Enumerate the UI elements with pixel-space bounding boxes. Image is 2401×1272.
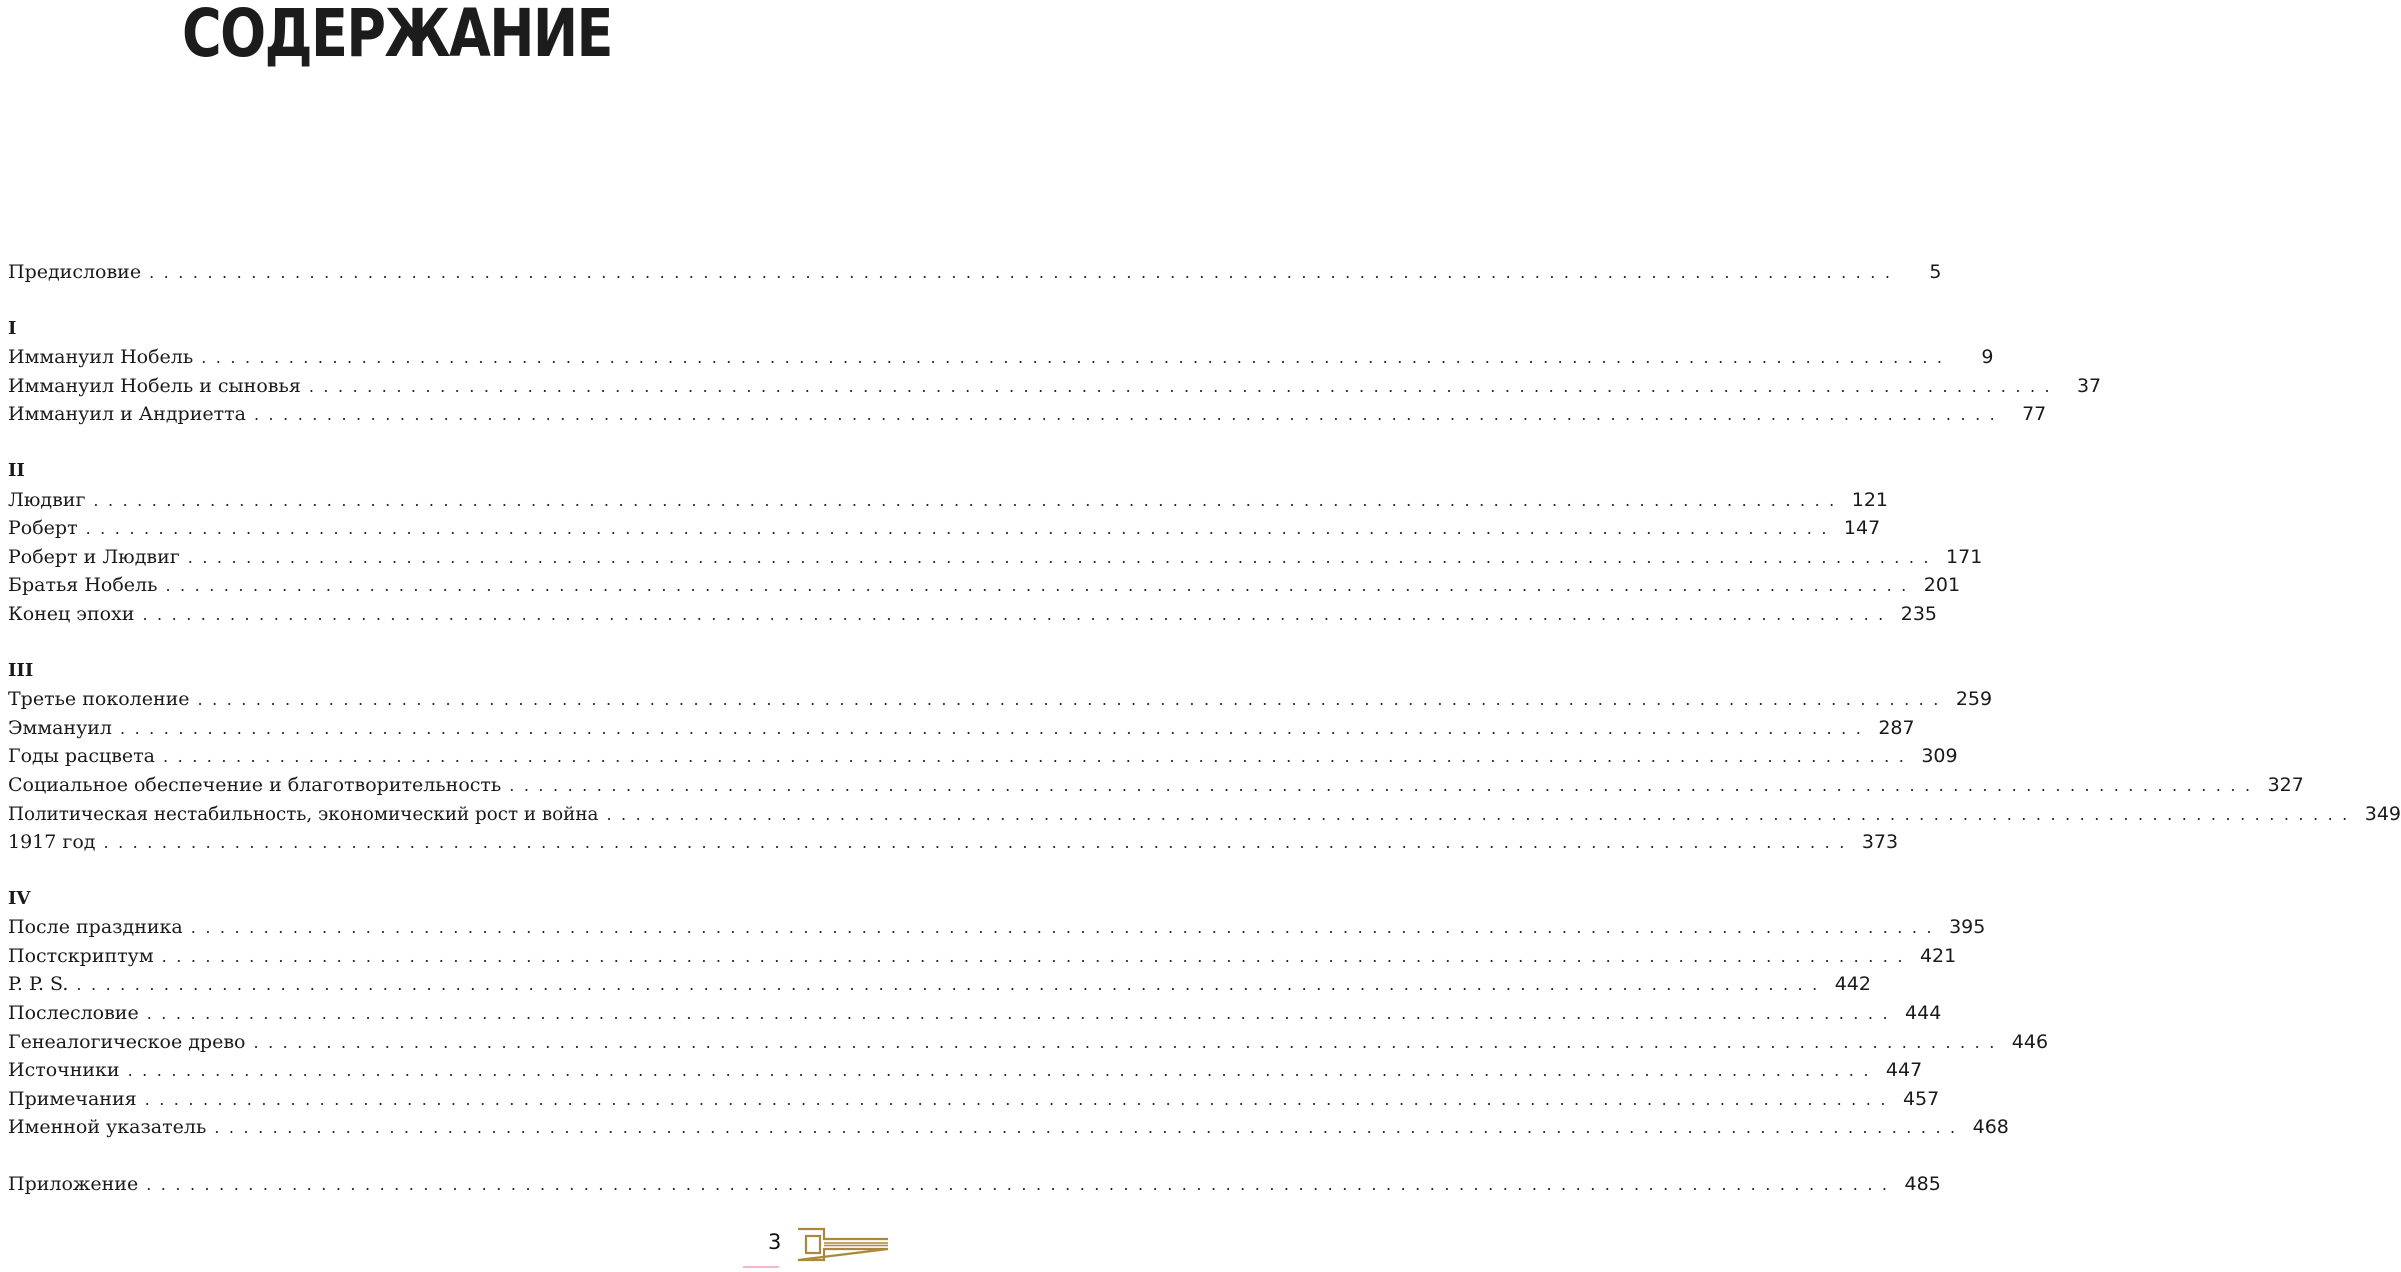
toc-entry-page: 457: [1902, 1087, 1940, 1110]
toc-entry-page: 309: [1921, 745, 1958, 768]
dot-leader: ........................................................................................................................: [190, 918, 1942, 938]
toc-entry[interactable]: [8, 486, 1888, 515]
toc-entry-label: Конец эпохи: [8, 602, 135, 625]
toc-entry-page: 395: [1949, 916, 1986, 939]
dot-leader: ........................................................................................................................: [149, 263, 1900, 282]
dot-leader: ........................................................................................................................: [606, 804, 2357, 824]
toc-entry[interactable]: [8, 970, 1871, 999]
toc-entry-page: 446: [2011, 1030, 2049, 1053]
toc-entry-page: 349: [2364, 802, 2401, 825]
toc-entry[interactable]: [8, 543, 1983, 572]
toc-entry-label: Третье поколение: [8, 688, 190, 711]
page-title: СОДЕРЖАНИЕ: [182, 0, 612, 72]
toc-entry-page: 121: [1851, 488, 1888, 511]
toc-entry-page: 468: [1972, 1116, 2009, 1139]
dot-leader: ........................................................................................................................: [214, 1118, 1965, 1138]
spacer: [8, 1142, 750, 1170]
part-numeral: I: [8, 317, 17, 339]
toc-entry[interactable]: [8, 771, 2304, 800]
toc-entry[interactable]: [8, 942, 1957, 971]
toc-entry-label: Годы расцвета: [8, 745, 156, 768]
toc-entry-page: 373: [1861, 831, 1899, 854]
toc-entry-label: Постскриптум: [8, 944, 154, 967]
toc-entry-label: Послесловие: [8, 1002, 139, 1025]
toc-entry-page: 327: [2267, 773, 2304, 796]
toc-entry-page: 77: [2022, 403, 2047, 426]
toc-entry[interactable]: [8, 343, 1994, 372]
toc-entry-page: 287: [1878, 716, 1915, 739]
toc-entry-page: 442: [1834, 973, 1871, 996]
toc-entry[interactable]: [8, 1056, 1923, 1085]
toc-entry-label: Именной указатель: [8, 1116, 207, 1139]
decorative-rule: [743, 1266, 779, 1268]
toc-entry-label: После праздника: [8, 916, 183, 939]
toc-entry-label: Генеалогическое древо: [8, 1030, 246, 1053]
dot-leader: ........................................................................................................................: [120, 718, 1871, 738]
dot-leader: ........................................................................................................................: [165, 576, 1916, 596]
dot-leader: ........................................................................................................................: [146, 1175, 1897, 1195]
dot-leader: ........................................................................................................................: [85, 519, 1836, 539]
toc-entry-label: Братья Нобель: [8, 574, 158, 597]
dot-leader: ........................................................................................................................: [93, 490, 1844, 510]
toc-entry[interactable]: [8, 913, 1986, 942]
dot-leader: ........................................................................................................................: [144, 1089, 1895, 1109]
toc-entry-label: P. P. S.: [8, 973, 69, 996]
toc-entry-label: Роберт и Людвиг: [8, 545, 180, 568]
toc-entry[interactable]: [8, 400, 2047, 429]
toc-entry[interactable]: [8, 685, 1993, 714]
part-numeral: II: [8, 459, 25, 481]
toc-entry[interactable]: [8, 1113, 2009, 1142]
toc-entry-label: Иммануил Нобель и сыновья: [8, 374, 301, 397]
toc-entry[interactable]: [8, 1028, 2049, 1057]
toc-entry-preface[interactable]: [8, 258, 1942, 287]
table-of-contents: [8, 258, 2401, 1199]
toc-entry-page: 9: [1981, 346, 1994, 369]
dot-leader: ........................................................................................................................: [253, 405, 2005, 425]
toc-entry-page: 447: [1885, 1059, 1923, 1082]
toc-entry-page: 147: [1843, 517, 1881, 540]
toc-entry[interactable]: [8, 372, 2102, 401]
toc-entry-label: Предисловие: [8, 261, 142, 283]
dot-leader: ........................................................................................................................: [142, 604, 1893, 624]
dot-leader: ........................................................................................................................: [187, 547, 1939, 567]
dot-leader: ........................................................................................................................: [509, 775, 2260, 795]
dot-leader: ........................................................................................................................: [127, 1061, 1878, 1081]
part-numeral: IV: [8, 887, 31, 909]
toc-entry-label: Примечания: [8, 1087, 137, 1110]
toc-entry-label: Приложение: [8, 1173, 139, 1196]
toc-entry[interactable]: [8, 1085, 1940, 1114]
toc-entry[interactable]: [8, 600, 1938, 629]
toc-entry-page: 37: [2076, 374, 2102, 397]
toc-entry-label: Иммануил и Андриетта: [8, 403, 246, 426]
dot-leader: ........................................................................................................................: [253, 1032, 2004, 1052]
dot-leader: ........................................................................................................................: [146, 1004, 1898, 1024]
toc-entry-label: Роберт: [8, 517, 78, 540]
toc-entry-page: 235: [1900, 602, 1938, 625]
part-numeral: III: [8, 659, 34, 681]
toc-entry-label: 1917 год: [8, 831, 96, 854]
dot-leader: ........................................................................................................................: [201, 348, 1952, 368]
toc-entry-label: Людвиг: [8, 488, 86, 511]
toc-entry-page: 201: [1923, 574, 1961, 597]
page-number: 3: [768, 1230, 782, 1254]
dot-leader: ........................................................................................................................: [161, 946, 1912, 966]
dot-leader: ........................................................................................................................: [197, 690, 1948, 710]
toc-entry[interactable]: [8, 714, 1915, 743]
toc-entry-page: 421: [1919, 944, 1957, 967]
toc-entry-page: 444: [1905, 1002, 1942, 1025]
toc-entry[interactable]: [8, 800, 2401, 829]
toc-entry-label: Социальное обеспечение и благотворительность: [8, 773, 502, 796]
toc-entry-page: 5: [1929, 261, 1942, 283]
ornament-outline: [798, 1229, 888, 1260]
toc-entry[interactable]: [8, 742, 1958, 771]
toc-entry-appendix[interactable]: [8, 1170, 1941, 1199]
dot-leader: ........................................................................................................................: [308, 376, 2060, 396]
toc-entry-page: 485: [1904, 1173, 1941, 1196]
toc-entry-page: 259: [1955, 688, 1993, 711]
toc-entry[interactable]: [8, 514, 1881, 543]
toc-entry[interactable]: [8, 828, 1899, 857]
dot-leader: ........................................................................................................................: [103, 833, 1854, 853]
toc-entry-label: Политическая нестабильность, экономический рост и война: [8, 803, 599, 825]
dot-leader: ........................................................................................................................: [76, 975, 1827, 995]
toc-entry-label: Иммануил Нобель: [8, 346, 194, 369]
toc-entry[interactable]: [8, 999, 1942, 1028]
toc-entry[interactable]: [8, 571, 1961, 600]
toc-entry-page: 171: [1946, 545, 1983, 568]
toc-entry-label: Источники: [8, 1059, 120, 1082]
toc-entry-label: Эммануил: [8, 716, 112, 739]
dot-leader: ........................................................................................................................: [163, 747, 1914, 767]
gold-frame-ornament-icon: [796, 1227, 888, 1263]
